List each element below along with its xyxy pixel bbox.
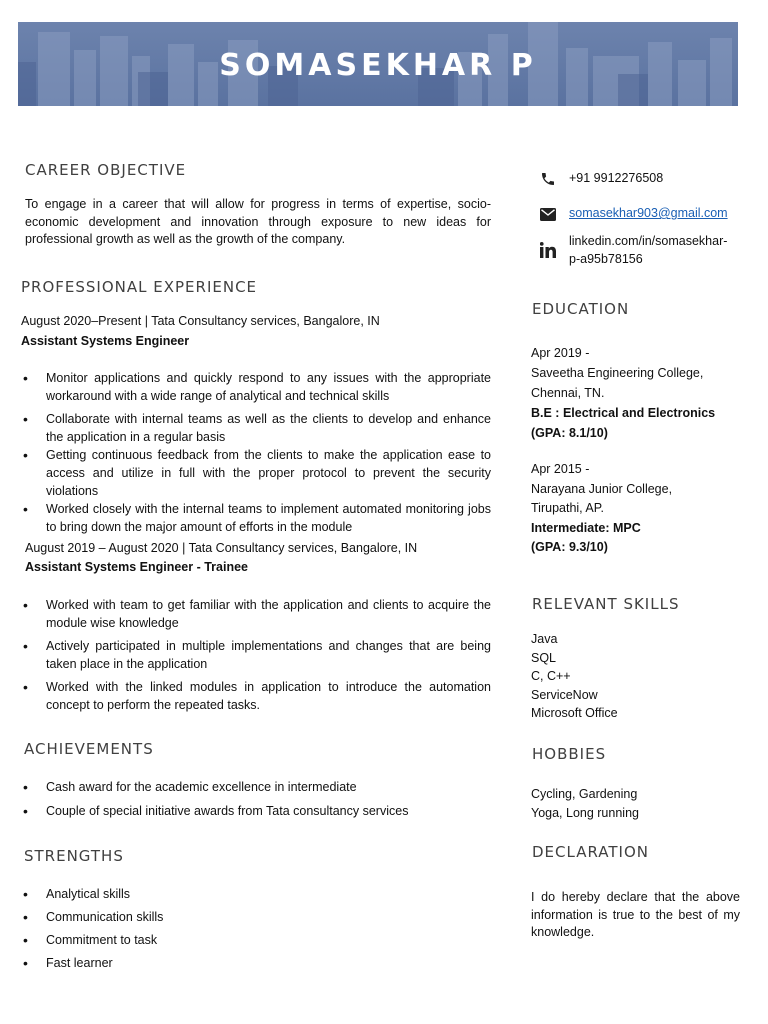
job-2-bullets: [21, 596, 491, 714]
job-1-period: August 2020–Present | Tata Consultancy services, Bangalore, IN: [21, 314, 380, 328]
linkedin-url-line2: p-a95b78156: [569, 251, 643, 266]
list-item: Cycling, Gardening: [531, 787, 638, 801]
list-item: • Communication skills: [21, 908, 491, 926]
relevant-skills-heading: RELEVANT SKILLS: [532, 595, 680, 613]
job-2-period: August 2019 – August 2020 | Tata Consultancy services, Bangalore, IN: [25, 541, 418, 555]
declaration-text: I do hereby declare that the above information is true to the best of my knowledge.: [531, 890, 740, 939]
career-objective-heading: CAREER OBJECTIVE: [25, 161, 187, 179]
contact-email[interactable]: [538, 205, 728, 223]
phone-number: +91 9912276508: [569, 171, 664, 185]
job-1-bullets: [21, 369, 491, 536]
education-date: Apr 2015 -: [531, 462, 590, 476]
list-item: SQL: [531, 650, 557, 665]
list-item: • Fast learner: [21, 954, 491, 972]
list-item: • Cash award for the academic excellence in intermediate: [21, 778, 491, 796]
hobbies-list: [531, 785, 639, 822]
strengths-list: [21, 885, 491, 972]
job-1-title: Assistant Systems Engineer: [21, 334, 190, 348]
list-item: • Worked with team to get familiar with the application and clients to acquire the module wise knowledge: [21, 596, 491, 632]
education-school: Narayana Junior College,: [531, 481, 673, 496]
education-location: Chennai, TN.: [531, 386, 605, 400]
envelope-icon: [538, 205, 558, 223]
achievements-list: [21, 778, 491, 820]
list-item: • Getting continuous feedback from the clients to make the application ease to access and utilize in full with the proper protocol to prevent the security violations: [21, 446, 491, 500]
education-gpa: (GPA: 8.1/10): [531, 426, 608, 440]
list-item: C, C++: [531, 669, 571, 683]
education-date: Apr 2019 -: [531, 346, 590, 360]
education-entry-1: [531, 343, 751, 443]
job-2-title: Assistant Systems Engineer - Trainee: [25, 560, 249, 574]
linkedin-url-line1: linkedin.com/in/somasekhar-: [569, 234, 728, 248]
list-item: Microsoft Office: [531, 706, 618, 720]
list-item: • Couple of special initiative awards from Tata consultancy services: [21, 802, 491, 820]
education-degree: B.E : Electrical and Electronics: [531, 406, 716, 420]
education-entry-2: [531, 460, 751, 558]
declaration-heading: DECLARATION: [532, 843, 649, 861]
linkedin-icon: [538, 241, 558, 259]
list-item: • Commitment to task: [21, 931, 491, 949]
list-item: • Actively participated in multiple implementations and changes that are being taken place in the application: [21, 637, 491, 673]
achievements-heading: ACHIEVEMENTS: [24, 740, 154, 758]
education-heading: EDUCATION: [532, 300, 630, 318]
education-location: Tirupathi, AP.: [531, 501, 604, 515]
education-gpa: (GPA: 9.3/10): [531, 540, 608, 554]
list-item: Yoga, Long running: [531, 805, 639, 820]
list-item: • Monitor applications and quickly respond to any issues with the appropriate workaround with a wide range of analytical and technical skills: [21, 369, 491, 405]
education-degree: Intermediate: MPC: [531, 520, 641, 535]
skills-list: [531, 630, 618, 723]
contact-phone: [538, 170, 663, 188]
phone-icon: [538, 170, 558, 188]
strengths-heading: STRENGTHS: [24, 847, 124, 865]
list-item: • Analytical skills: [21, 885, 491, 903]
candidate-name: SOMASEKHAR P: [219, 48, 537, 83]
list-item: ServiceNow: [531, 687, 598, 702]
header-banner: [18, 22, 738, 106]
career-objective-text: To engage in a career that will allow for progress in terms of expertise, socio-economic development and innovation through exposure to new ideas for professional growth as well as the growth of the company.: [25, 197, 491, 246]
list-item: • Worked with the linked modules in application to introduce the automation concept to perform the repeated tasks.: [21, 678, 491, 714]
professional-experience-heading: PROFESSIONAL EXPERIENCE: [21, 278, 258, 296]
education-school: Saveetha Engineering College,: [531, 366, 704, 380]
list-item: • Collaborate with internal teams as well as the clients to develop and enhance the application in a regular basis: [21, 410, 491, 446]
list-item: • Worked closely with the internal teams to implement automated monitoring jobs to bring down the major amount of efforts in the module: [21, 500, 491, 536]
list-item: Java: [531, 632, 558, 646]
email-link[interactable]: somasekhar903@gmail.com: [569, 206, 728, 220]
contact-linkedin: [538, 233, 727, 268]
hobbies-heading: HOBBIES: [532, 745, 607, 763]
